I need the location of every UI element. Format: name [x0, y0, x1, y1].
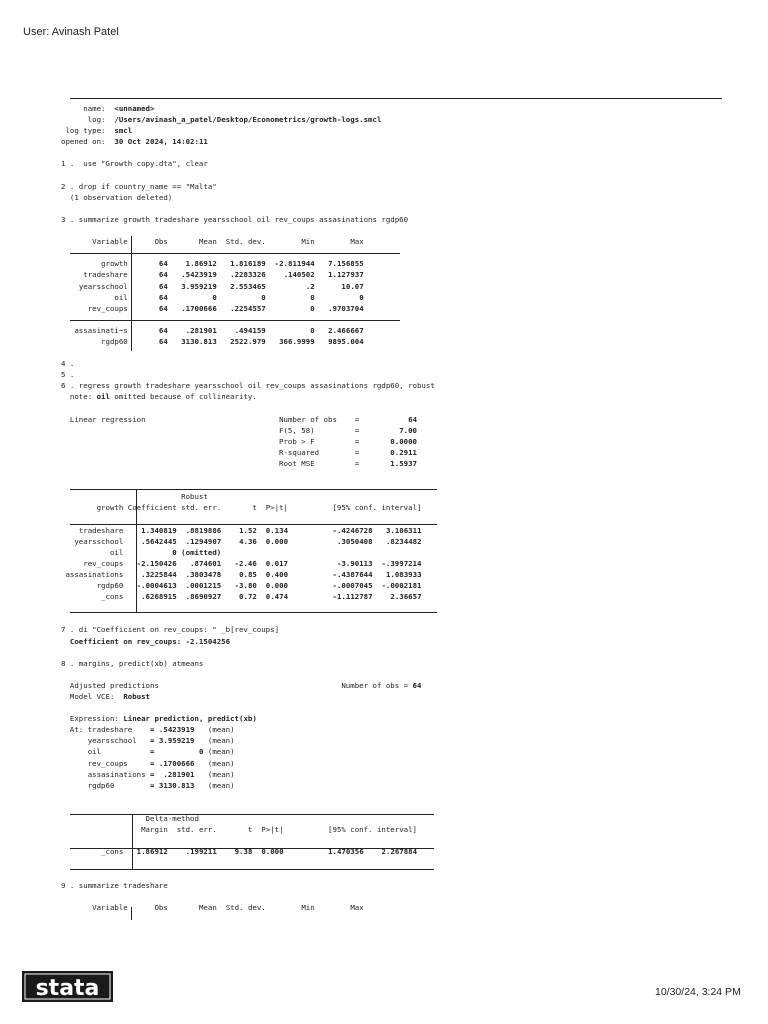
log-cell: 64: [158, 270, 168, 280]
log-cell: log:: [87, 115, 106, 125]
log-cell: (mean): [203, 725, 235, 735]
log-opened-line: [61, 137, 208, 146]
log-cell: 64: [408, 414, 418, 424]
summary-row: [61, 337, 364, 346]
log-cell: .3803478: [185, 569, 222, 579]
log-cell: .494159: [234, 325, 266, 335]
log-cell: <unnamed>: [114, 104, 155, 113]
log-path-line: [61, 115, 381, 124]
print-timestamp: 10/30/24, 3:24 PM: [655, 986, 741, 998]
log-cell: 9895.004: [328, 336, 364, 346]
log-cell: (1 observation deleted): [61, 192, 173, 202]
log-cell: assasinati~s: [74, 325, 128, 335]
log-cell: 0.017: [265, 558, 288, 568]
command-output: [61, 193, 172, 202]
log-cell: Number of obs: [279, 414, 337, 424]
log-cell: Expression:: [69, 714, 124, 724]
log-cell: 1.083933: [385, 569, 422, 579]
log-cell: R-squared: [279, 447, 320, 457]
log-cell: 0.474: [265, 592, 289, 602]
log-cell: Mean: [198, 237, 217, 247]
log-cell: name:: [83, 104, 106, 113]
log-cell: Coefficient: [127, 503, 177, 513]
log-cell: 2522.979: [230, 336, 266, 346]
log-cell: 1.816189: [230, 259, 266, 269]
log-cell: =: [354, 414, 360, 424]
log-cell: .2: [305, 281, 315, 291]
log-cell: Robust: [181, 492, 208, 502]
stata-logo: [22, 971, 113, 1002]
margins-expression: [61, 714, 257, 723]
log-cell: 1.86912: [185, 259, 217, 269]
log-cell: Min: [301, 902, 315, 912]
log-cell: .5423919: [181, 270, 217, 280]
log-cell: .140502: [283, 270, 315, 280]
log-cell: = 3130.813: [150, 780, 195, 790]
command-line: [61, 381, 435, 390]
log-cell: Std. dev.: [225, 902, 266, 912]
log-cell: 7 . di "Coefficient on rev_coups: " _b[rev_coups]: [61, 625, 280, 635]
log-cell: Linear regression: [69, 414, 146, 424]
log-cell: log type:: [65, 126, 106, 136]
log-cell: 0: [261, 292, 266, 302]
log-cell: Robust: [123, 691, 151, 701]
margins-header-rule: [70, 848, 434, 849]
log-header-rule: [70, 98, 722, 99]
log-cell: At:: [69, 725, 88, 735]
log-cell: .281901: [185, 325, 217, 335]
log-cell: note:: [69, 392, 97, 402]
log-cell: 30 Oct 2024, 14:02:11: [114, 137, 208, 147]
log-cell: .3050408: [336, 536, 373, 546]
log-cell: 0.000: [265, 581, 288, 591]
margins-bottom-rule: [70, 869, 434, 870]
log-cell: -3.90113: [336, 558, 373, 568]
log-cell: opened on:: [61, 137, 106, 147]
log-cell: Max: [350, 902, 364, 912]
log-cell: oil: [87, 747, 102, 757]
log-cell: 2.36657: [390, 592, 422, 602]
log-cell: 0: [172, 547, 177, 557]
regression-stat: [61, 426, 417, 435]
log-cell: omitted because of collinearity.: [109, 392, 257, 402]
log-cell: .5642445: [141, 536, 177, 546]
log-cell: 64: [158, 336, 168, 346]
log-cell: F(5, 58): [279, 425, 315, 435]
log-cell: 4 .: [61, 359, 75, 369]
log-cell: rev_coups: [87, 303, 128, 313]
log-cell: .1294907: [185, 536, 222, 546]
log-cell: .8690927: [185, 592, 222, 602]
summary1-divider: [131, 236, 132, 351]
log-cell: growth: [96, 503, 124, 513]
margins-at-line: [61, 770, 235, 779]
log-cell: (mean): [203, 780, 235, 790]
log-cell: -.0004613: [136, 581, 177, 591]
margins-at-line: [61, 759, 235, 768]
regression-stat: [61, 459, 417, 468]
log-cell: Variable: [92, 237, 128, 247]
regression-row: [61, 526, 422, 535]
summary-row: [61, 282, 364, 291]
margins-divider: [132, 814, 133, 869]
log-cell: t: [247, 825, 253, 835]
svg-text:stata: stata: [35, 976, 100, 1001]
log-cell: = .1700666: [150, 758, 195, 768]
summary-header: [61, 903, 364, 912]
log-cell: -2.811944: [274, 259, 315, 269]
log-cell: 1.340819: [141, 525, 177, 535]
log-cell: 0: [359, 292, 364, 302]
log-cell: 2.466667: [328, 325, 364, 335]
log-cell: 0: [310, 292, 315, 302]
log-cell: Min: [301, 237, 315, 247]
summary-header: [61, 237, 364, 246]
log-cell: 0.000: [261, 847, 284, 857]
log-cell: =: [354, 425, 360, 435]
log-cell: Coefficient on rev_coups: -2.1504256: [61, 636, 231, 646]
log-cell: Variable: [92, 902, 128, 912]
log-cell: [95% conf. interval]: [328, 825, 418, 835]
regression-stat: [61, 448, 417, 457]
log-cell: smcl: [114, 126, 133, 136]
log-cell: .2283326: [230, 270, 266, 280]
summary-row: [61, 326, 364, 335]
log-cell: Linear prediction, predict(xb): [123, 714, 257, 724]
log-cell: P>|t|: [261, 825, 284, 835]
log-cell: (mean): [203, 747, 235, 757]
log-cell: rgdp60: [87, 780, 115, 790]
regression-row: [61, 537, 422, 546]
log-cell: 2 . drop if country_name == "Malta": [61, 181, 217, 191]
log-cell: -2.46: [234, 558, 257, 568]
log-cell: oil: [96, 392, 110, 402]
log-cell: .8234482: [385, 536, 422, 546]
log-cell: 7.156855: [328, 259, 364, 269]
log-cell: 64: [158, 281, 168, 291]
stata-log-output: [61, 103, 435, 913]
log-cell: 2.553465: [230, 281, 266, 291]
log-cell: 0.72: [239, 592, 257, 602]
log-cell: .8819886: [185, 525, 222, 535]
log-cell: -.0007045: [332, 581, 373, 591]
regression-header: [61, 492, 208, 501]
log-cell: (mean): [203, 736, 235, 746]
log-cell: _cons: [101, 847, 124, 857]
log-cell: rev_coups: [87, 758, 128, 768]
log-cell: Delta-method: [145, 814, 199, 823]
summary2-divider: [131, 907, 132, 920]
log-cell: -.0002181: [381, 581, 422, 591]
log-cell: .199211: [185, 847, 217, 857]
log-cell: yearsschool: [78, 281, 128, 291]
log-cell: Std. dev.: [225, 237, 266, 247]
log-cell: -.4246728: [332, 525, 373, 535]
margins-at-line: [61, 781, 235, 790]
log-cell: =: [354, 436, 360, 446]
log-cell: rgdp60: [96, 581, 124, 591]
log-cell: P>|t|: [265, 503, 288, 513]
log-name-line: [61, 104, 154, 113]
log-cell: oil: [114, 292, 128, 302]
log-cell: 3130.813: [181, 336, 217, 346]
log-cell: 0.000: [265, 536, 289, 546]
log-cell: growth: [101, 259, 128, 269]
log-cell: 5 .: [61, 370, 75, 380]
log-cell: 64: [412, 680, 422, 690]
log-type-line: [61, 126, 132, 135]
log-cell: yearsschool: [74, 536, 124, 546]
log-cell: Adjusted predictions: [69, 680, 159, 690]
regression-divider: [136, 489, 137, 612]
log-cell: assasinations: [65, 569, 124, 579]
margins-at-line: [61, 725, 235, 734]
log-cell: .1700666: [181, 303, 217, 313]
log-cell: tradeshare: [87, 725, 133, 735]
log-cell: 0.85: [239, 569, 257, 579]
regression-row: [61, 581, 422, 590]
log-cell: Obs: [154, 902, 168, 912]
log-cell: (mean): [203, 758, 235, 768]
regression-stat: [61, 415, 417, 424]
regression-row: [61, 548, 221, 557]
command-line: [61, 625, 279, 634]
regression-header-rule: [70, 524, 437, 525]
log-cell: 9.38: [234, 847, 253, 857]
log-cell: .3225844: [141, 569, 177, 579]
log-cell: 64: [158, 325, 168, 335]
log-cell: Margin: [141, 825, 168, 835]
print-user-label: User: Avinash Patel: [23, 26, 119, 38]
log-cell: 8 . margins, predict(xb) atmeans: [61, 658, 204, 668]
log-cell: .9703704: [328, 303, 364, 313]
regression-header: [61, 503, 421, 512]
collinearity-note: [61, 392, 257, 401]
log-cell: -.3997214: [381, 558, 422, 568]
regression-top-rule: [70, 489, 437, 490]
log-cell: 4.36: [239, 536, 257, 546]
log-cell: =: [354, 447, 360, 457]
log-cell: 2.267884: [381, 847, 418, 857]
log-cell: 64: [158, 303, 168, 313]
log-cell: 0.0000: [390, 436, 417, 446]
log-cell: 3.959219: [181, 281, 217, 291]
log-cell: Root MSE: [279, 459, 315, 468]
log-cell: tradeshare: [78, 525, 124, 535]
log-cell: yearsschool: [87, 736, 137, 746]
log-cell: 7.00: [399, 425, 417, 435]
log-cell: 1.127937: [328, 270, 364, 280]
log-cell: 9 . summarize tradeshare: [61, 880, 168, 890]
log-cell: 0: [212, 292, 217, 302]
command-line: [61, 159, 208, 168]
log-cell: 0.400: [265, 569, 289, 579]
margins-at-line: [61, 736, 235, 745]
regression-row: [61, 592, 422, 601]
log-cell: t: [252, 503, 257, 513]
log-cell: rev_coups: [83, 558, 124, 568]
log-cell: =: [354, 459, 360, 468]
log-cell: [95% conf. interval]: [332, 503, 422, 513]
log-cell: Obs: [154, 237, 168, 247]
command-line: [61, 215, 408, 224]
log-cell: -.4387644: [332, 569, 373, 579]
log-cell: Number of obs =: [341, 680, 413, 690]
summary1-header-rule: [70, 253, 400, 254]
regression-bottom-rule: [70, 612, 437, 613]
log-cell: tradeshare: [83, 270, 128, 280]
log-cell: 0: [310, 325, 315, 335]
log-cell: .874601: [190, 558, 222, 568]
command-line: [61, 881, 168, 890]
log-cell: = .281901: [150, 769, 195, 779]
log-cell: 3.106311: [385, 525, 422, 535]
log-cell: 0: [310, 303, 315, 313]
log-cell: 1.52: [239, 525, 257, 535]
margins-at-line: [61, 747, 235, 756]
log-cell: 1.5937: [390, 459, 417, 468]
margins-header: [61, 825, 417, 834]
margins-top-rule: [70, 814, 434, 815]
log-cell: (mean): [203, 769, 235, 779]
margins-header: [61, 814, 199, 823]
log-cell: = 3.959219: [150, 736, 195, 746]
command-line: [61, 182, 217, 191]
log-cell: std. err.: [181, 503, 222, 513]
log-cell: .6268915: [141, 592, 177, 602]
summary-row: [61, 270, 364, 279]
log-cell: 366.9999: [279, 336, 315, 346]
log-cell: = 0: [150, 747, 204, 757]
log-cell: /Users/avinash_a_patel/Desktop/Econometrics/growth-logs.smcl: [114, 115, 382, 125]
log-cell: Mean: [198, 902, 217, 912]
log-cell: 10.07: [341, 281, 364, 291]
summary-row: [61, 259, 364, 268]
log-cell: = .5423919: [150, 725, 195, 735]
log-cell: Max: [350, 237, 364, 247]
log-cell: .2254557: [230, 303, 266, 313]
log-cell: Prob > F: [279, 436, 315, 446]
command-line: [61, 659, 203, 668]
log-cell: (omitted): [181, 547, 222, 557]
log-cell: -1.112787: [332, 592, 373, 602]
log-cell: 6 . regress growth tradeshare yearsschool oil rev_coups assasinations rgdp60, robust: [61, 381, 435, 391]
margins-title: [61, 681, 421, 690]
regression-stat: [61, 437, 417, 446]
margins-vce: [61, 692, 150, 701]
command-line: [61, 370, 74, 379]
log-cell: -3.80: [234, 581, 257, 591]
log-cell: assasinations: [87, 769, 146, 779]
summary-row: [61, 293, 364, 302]
log-cell: 0.2911: [390, 447, 417, 457]
log-cell: 1.470356: [328, 847, 364, 857]
command-output: [61, 637, 230, 646]
log-cell: 3 . summarize growth tradeshare yearsschool oil rev_coups assasinations rgdp60: [61, 214, 409, 224]
log-cell: .0001215: [185, 581, 222, 591]
log-cell: std. err.: [176, 825, 217, 835]
log-cell: oil: [109, 547, 124, 557]
log-cell: _cons: [101, 592, 124, 602]
log-cell: 64: [158, 292, 168, 302]
log-cell: -2.150426: [136, 558, 177, 568]
regression-row: [61, 570, 422, 579]
log-cell: 1.86912: [136, 847, 168, 857]
summary-row: [61, 304, 364, 313]
log-cell: rgdp60: [101, 336, 128, 346]
log-cell: Model VCE:: [69, 691, 119, 701]
log-cell: 0.134: [265, 525, 289, 535]
log-cell: 64: [158, 259, 168, 269]
log-cell: 1 . use "Growth copy.dta", clear: [61, 159, 208, 169]
command-line: [61, 359, 74, 368]
regression-row: [61, 559, 422, 568]
summary1-group-rule: [70, 320, 400, 321]
